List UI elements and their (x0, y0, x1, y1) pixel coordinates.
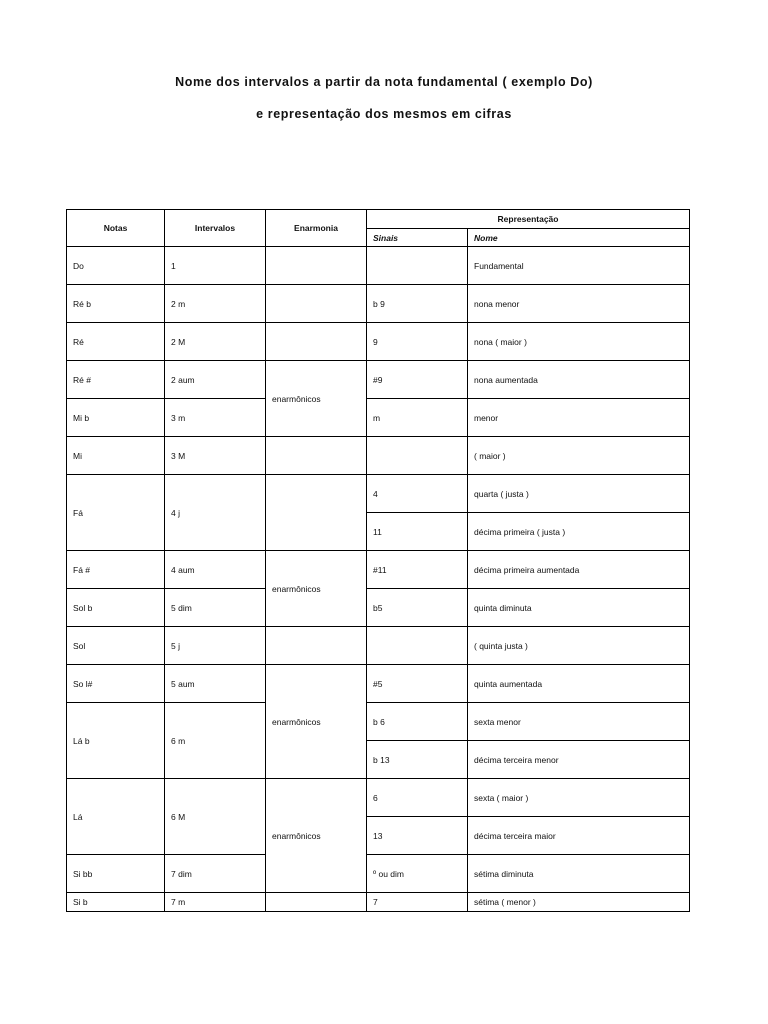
cell-nome: nona aumentada (468, 361, 690, 399)
table-row (67, 703, 690, 741)
cell-intervalo: 4 aum (165, 551, 266, 589)
cell-nota: Lá (67, 779, 165, 855)
cell-nota: Si b (67, 893, 165, 912)
header-enarmonia: Enarmonia (266, 210, 367, 247)
cell-sinal: º ou dim (367, 855, 468, 893)
header-sinais: Sinais (367, 229, 468, 247)
cell-sinal: 11 (367, 513, 468, 551)
table-row (67, 627, 690, 665)
cell-enarmonia: enarmônicos (266, 361, 367, 437)
cell-nota: So l# (67, 665, 165, 703)
cell-nome: quarta ( justa ) (468, 475, 690, 513)
cell-sinal: 9 (367, 323, 468, 361)
cell-enarmonia (266, 893, 367, 912)
header-row (67, 210, 690, 229)
cell-sinal: b 6 (367, 703, 468, 741)
cell-nome: sexta ( maior ) (468, 779, 690, 817)
cell-nome: ( quinta justa ) (468, 627, 690, 665)
cell-sinal (367, 627, 468, 665)
table-row (67, 323, 690, 361)
cell-nome: nona menor (468, 285, 690, 323)
cell-sinal: b5 (367, 589, 468, 627)
cell-enarmonia (266, 627, 367, 665)
cell-nome: menor (468, 399, 690, 437)
cell-nota: Mi b (67, 399, 165, 437)
cell-intervalo: 2 M (165, 323, 266, 361)
cell-intervalo: 2 aum (165, 361, 266, 399)
cell-nota: Do (67, 247, 165, 285)
cell-sinal: 13 (367, 817, 468, 855)
table-row (67, 893, 690, 912)
cell-nome: quinta aumentada (468, 665, 690, 703)
document-title: Nome dos intervalos a partir da nota fundamental ( exemplo Do) (175, 75, 593, 89)
cell-intervalo: 6 m (165, 703, 266, 779)
cell-nome: Fundamental (468, 247, 690, 285)
cell-intervalo: 2 m (165, 285, 266, 323)
cell-sinal: 7 (367, 893, 468, 912)
cell-nota: Ré (67, 323, 165, 361)
table-row (67, 855, 690, 893)
cell-nome: nona ( maior ) (468, 323, 690, 361)
cell-nota: Ré b (67, 285, 165, 323)
cell-intervalo: 5 dim (165, 589, 266, 627)
table-row (67, 437, 690, 475)
cell-intervalo: 1 (165, 247, 266, 285)
document-subtitle: e representação dos mesmos em cifras (256, 107, 512, 121)
cell-intervalo: 5 aum (165, 665, 266, 703)
intervals-table (66, 209, 690, 912)
cell-enarmonia: enarmônicos (266, 551, 367, 627)
cell-sinal: 6 (367, 779, 468, 817)
cell-enarmonia (266, 247, 367, 285)
table-row (67, 665, 690, 703)
cell-sinal: #9 (367, 361, 468, 399)
cell-enarmonia (266, 323, 367, 361)
cell-intervalo: 3 m (165, 399, 266, 437)
cell-nota: Si bb (67, 855, 165, 893)
cell-intervalo: 4 j (165, 475, 266, 551)
table-row (67, 399, 690, 437)
cell-sinal: #11 (367, 551, 468, 589)
cell-nota: Fá (67, 475, 165, 551)
cell-enarmonia (266, 437, 367, 475)
cell-enarmonia: enarmônicos (266, 665, 367, 779)
cell-nota: Lá b (67, 703, 165, 779)
table-row (67, 361, 690, 399)
cell-nota: Fá # (67, 551, 165, 589)
cell-enarmonia (266, 475, 367, 551)
cell-nome: décima primeira aumentada (468, 551, 690, 589)
cell-sinal: m (367, 399, 468, 437)
table-row (67, 589, 690, 627)
cell-sinal: b 9 (367, 285, 468, 323)
table-row (67, 285, 690, 323)
cell-nome: ( maior ) (468, 437, 690, 475)
header-intervalos: Intervalos (165, 210, 266, 247)
cell-intervalo: 7 dim (165, 855, 266, 893)
header-representacao: Representação (367, 210, 690, 229)
cell-sinal (367, 247, 468, 285)
cell-nome: décima primeira ( justa ) (468, 513, 690, 551)
cell-intervalo: 6 M (165, 779, 266, 855)
table-row (67, 475, 690, 513)
table-row (67, 247, 690, 285)
cell-intervalo: 7 m (165, 893, 266, 912)
cell-nota: Mi (67, 437, 165, 475)
cell-sinal (367, 437, 468, 475)
cell-nota: Ré # (67, 361, 165, 399)
cell-sinal: b 13 (367, 741, 468, 779)
cell-nome: sétima diminuta (468, 855, 690, 893)
header-notas: Notas (67, 210, 165, 247)
cell-enarmonia (266, 285, 367, 323)
cell-enarmonia: enarmônicos (266, 779, 367, 893)
cell-nome: sexta menor (468, 703, 690, 741)
cell-intervalo: 3 M (165, 437, 266, 475)
cell-nome: décima terceira menor (468, 741, 690, 779)
cell-sinal: #5 (367, 665, 468, 703)
cell-nota: Sol (67, 627, 165, 665)
table-row (67, 779, 690, 817)
cell-nome: sétima ( menor ) (468, 893, 690, 912)
cell-nome: décima terceira maior (468, 817, 690, 855)
header-nome: Nome (468, 229, 690, 247)
cell-nota: Sol b (67, 589, 165, 627)
cell-sinal: 4 (367, 475, 468, 513)
table-row (67, 551, 690, 589)
cell-nome: quinta diminuta (468, 589, 690, 627)
cell-intervalo: 5 j (165, 627, 266, 665)
